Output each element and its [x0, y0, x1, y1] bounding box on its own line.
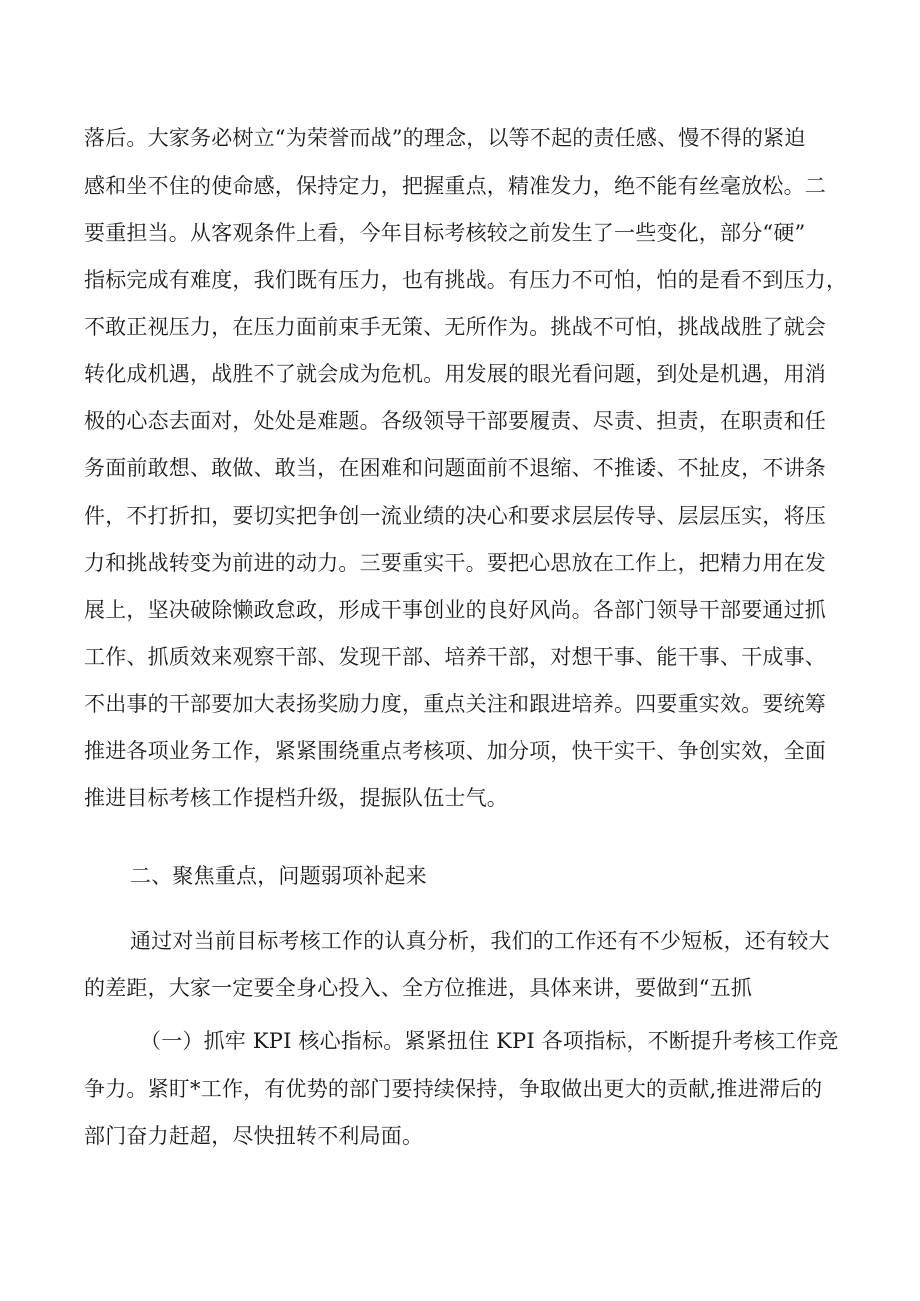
paragraph-line: 极的心态去面对，处处是难题。各级领导干部要履责、尽责、担责，在职责和任 [84, 409, 826, 433]
paragraph-line: 不敢正视压力，在压力面前束手无策、无所作为。挑战不可怕，挑战战胜了就会 [84, 315, 826, 339]
paragraph-line: 展上，坚决破除懒政怠政，形成干事创业的良好风尚。各部门领导干部要通过抓 [84, 598, 826, 622]
paragraph-line: 争力。紧盯*工作，有优势的部门要持续保持，争取做出更大的贡献,推进滞后的 [84, 1077, 823, 1101]
paragraph-line: 通过对当前目标考核工作的认真分析，我们的工作还有不少短板，还有较大 [130, 929, 830, 953]
paragraph-line: 工作、抓质效来观察干部、发现干部、培养干部，对想干事、能干事、干成事、 [84, 645, 826, 669]
paragraph-line: 推进目标考核工作提档升级，提振队伍士气。 [84, 786, 508, 810]
paragraph-line: 力和挑战转变为前进的动力。三要重实干。要把心思放在工作上，把精力用在发 [84, 551, 826, 575]
paragraph-line: 落后。大家务必树立“为荣誉而战”的理念，以等不起的责任感、慢不得的紧迫 [84, 126, 806, 150]
paragraph-line: 部门奋力赶超，尽快扭转不利局面。 [84, 1124, 424, 1148]
paragraph-line: 转化成机遇，战胜不了就会成为危机。用发展的眼光看问题，到处是机遇，用消 [84, 362, 826, 386]
paragraph-line: 的差距，大家一定要全身心投入、全方位推进，具体来讲，要做到“五抓 [84, 976, 753, 1000]
section-heading: 二、聚焦重点，问题弱项补起来 [130, 864, 427, 888]
paragraph-line: 不出事的干部要加大表扬奖励力度，重点关注和跟进培养。四要重实效。要统筹 [84, 692, 826, 716]
paragraph-line: 推进各项业务工作，紧紧围绕重点考核项、加分项，快干实干、争创实效，全面 [84, 739, 826, 763]
paragraph-line: 感和坐不住的使命感，保持定力，把握重点，精准发力，绝不能有丝毫放松。二 [84, 174, 826, 198]
paragraph-line: 指标完成有难度，我们既有压力，也有挑战。有压力不可怕，怕的是看不到压力， [84, 268, 848, 292]
paragraph-line: 务面前敢想、敢做、敢当，在困难和问题面前不退缩、不推诿、不扯皮，不讲条 [84, 456, 826, 480]
paragraph-line: 要重担当。从客观条件上看，今年目标考核较之前发生了一些变化，部分“硬” [84, 221, 806, 245]
paragraph-line: 件，不打折扣，要切实把争创一流业绩的决心和要求层层传导、层层压实，将压 [84, 504, 826, 528]
subsection-line: （一）抓牢 KPI 核心指标。紧紧扭住 KPI 各项指标，不断提升考核工作竞 [140, 1029, 839, 1053]
